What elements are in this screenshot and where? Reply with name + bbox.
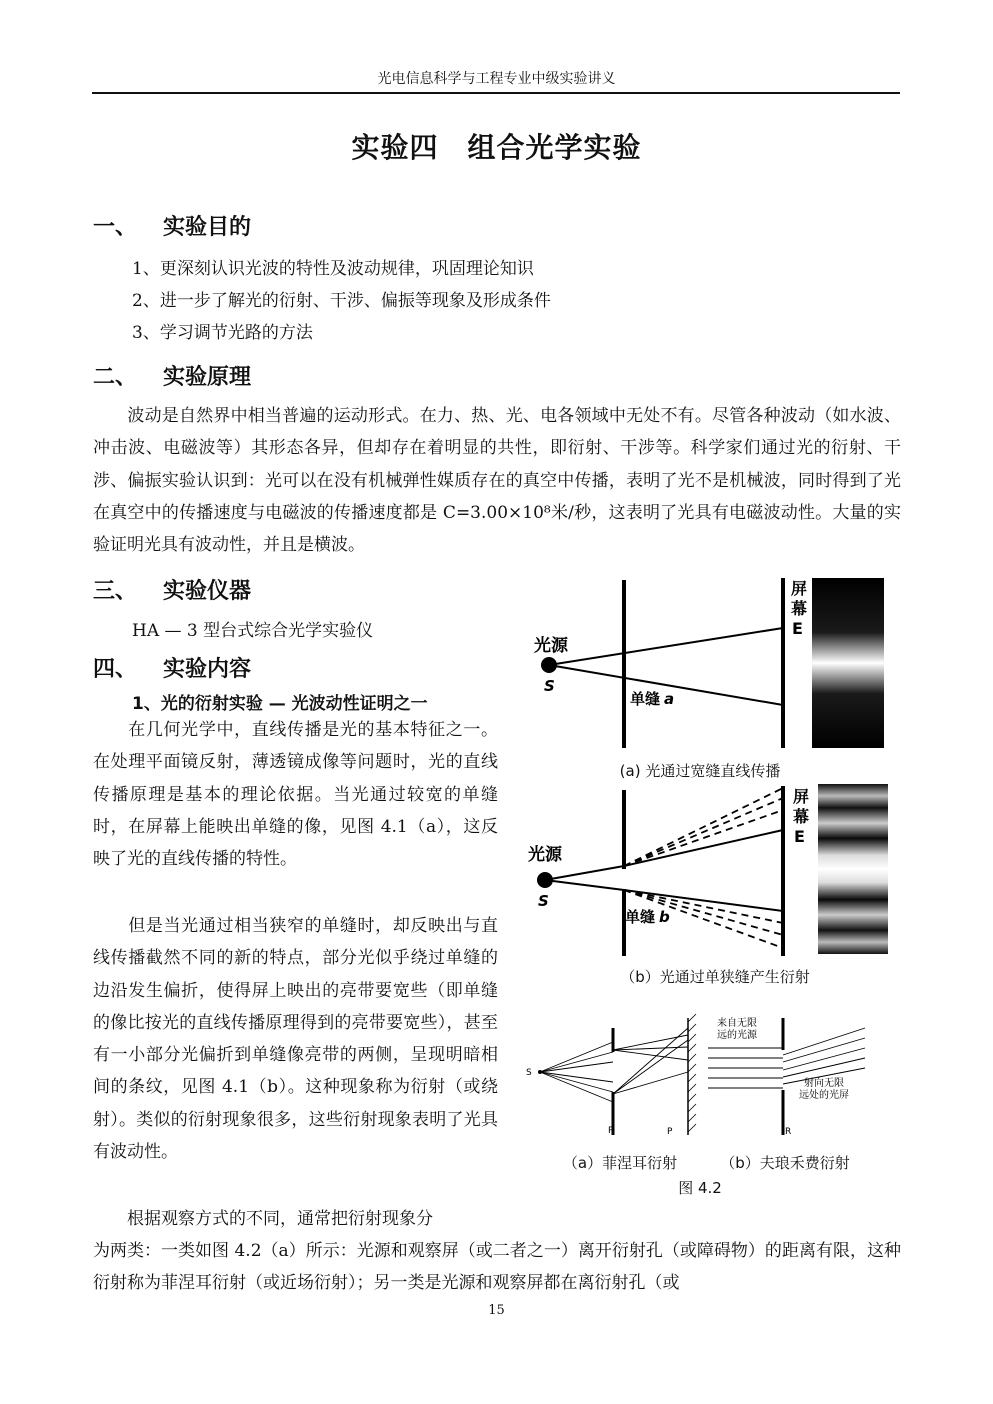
source-label: 光源 — [534, 636, 568, 656]
page-title: 实验四 组合光学实验 — [351, 131, 642, 164]
ray-to-slit — [545, 880, 624, 890]
subsection-heading: 1、光的衍射实验 — 光波动性证明之一 — [132, 694, 428, 714]
section-title: 实验仪器 — [163, 579, 252, 604]
section-heading-3 — [93, 574, 251, 605]
figure-caption: (a) 光通过宽缝直线传播 — [619, 762, 781, 780]
screen-label: E — [794, 827, 805, 846]
fresnel-diagram — [526, 1014, 696, 1137]
fresnel-s-label: S — [526, 1068, 532, 1078]
figure-4-2 — [520, 1010, 900, 1200]
section-number: 四、 — [93, 657, 138, 682]
section-number: 三、 — [93, 579, 138, 604]
s-label: S — [544, 677, 555, 695]
slit-var-label: a — [664, 690, 675, 708]
running-header: 光电信息科学与工程专业中级实验讲义 — [377, 71, 616, 87]
objective-item: 1、更深刻认识光波的特性及波动规律，巩固理论知识 — [132, 259, 534, 279]
ray-to-slit — [545, 866, 624, 880]
slit-var-label: b — [659, 908, 670, 926]
objective-item: 2、进一步了解光的衍射、干涉、偏振等现象及形成条件 — [132, 291, 551, 311]
figure-number: 图 4.2 — [678, 1179, 722, 1197]
from-infinity-label: 远的光源 — [717, 1030, 757, 1041]
diffraction-paragraph-3-rest: 为两类：一类如图 4.2（a）所示：光源和观察屏（或二者之一）离开衍射孔（或障碍物）的距离有限，这种衍射称为菲涅耳衍射（或近场衍射）；另一类是光源和观察屏都在离衍射孔（或 — [93, 1241, 901, 1294]
fraunhofer-diagram — [708, 1014, 865, 1137]
diffraction-paragraph-2: 但是当光通过相当狭窄的单缝时，却反映出与直线传播截然不同的新的特点，部分光似乎绕过单缝的边沿发生偏折，使得屏上映出的亮带要宽些（即单缝的像比按光的直线传播原理得到的亮带要宽些），甚至有一小部分光偏折到单缝像亮带的两侧，呈现明暗相间的条纹，见图 4.1（b）。这种现象称为衍射（或绕射）。类似的衍射现象很多，这些衍射现象表明了光具有波动性。 — [93, 916, 498, 1163]
section-heading-4 — [93, 652, 251, 683]
section-title: 实验目的 — [163, 215, 252, 240]
figure-4-1a — [520, 570, 900, 788]
screen-pattern-image — [818, 784, 888, 954]
s-label: S — [538, 892, 549, 910]
section-number: 一、 — [93, 215, 138, 240]
fraunhofer-r-label: R — [785, 1127, 792, 1137]
from-infinity-label: 来自无限 — [717, 1018, 757, 1029]
objective-item: 3、学习调节光路的方法 — [132, 323, 313, 343]
screen-label: E — [792, 619, 803, 638]
caption-a: （a）菲涅耳衍射 — [562, 1154, 678, 1172]
section-number: 二、 — [93, 365, 138, 390]
screen-label: 幕 — [791, 599, 808, 618]
ray-upper — [549, 628, 783, 665]
diffraction-paragraph-3-start: 根据观察方式的不同，通常把衍射现象分 — [93, 1209, 433, 1229]
to-infinity-label: 远处的光屏 — [799, 1090, 849, 1101]
screen-label: 屏 — [791, 579, 808, 598]
section-title: 实验原理 — [163, 365, 252, 390]
fresnel-p-label: P — [667, 1127, 673, 1137]
caption-b: （b）夫琅禾费衍射 — [720, 1154, 850, 1172]
section-heading-1 — [93, 210, 251, 241]
section-title: 实验内容 — [163, 657, 252, 682]
source-label: 光源 — [528, 845, 562, 865]
page-number: 15 — [488, 1303, 505, 1318]
screen-pattern-image — [812, 578, 884, 748]
to-infinity-label: 射向无限 — [804, 1078, 844, 1089]
header-rule — [92, 92, 900, 94]
slit-label: 单缝 — [630, 690, 661, 708]
screen-label: 屏 — [793, 787, 810, 806]
screen-label: 幕 — [793, 807, 810, 826]
diffraction-paragraph-1: 在几何光学中，直线传播是光的基本特征之一。在处理平面镜反射，薄透镜成像等问题时，光的直线传播原理是基本的理论依据。当光通过较宽的单缝时，在屏幕上能映出单缝的像，见图 4.1（a），这反映了光的直线传播的特性。 — [93, 720, 498, 870]
slit-label: 单缝 — [625, 908, 656, 926]
fresnel-r-label: R — [608, 1126, 615, 1136]
figure-4-1b — [520, 778, 900, 990]
ray-direct — [624, 830, 783, 866]
figure-caption: （b）光通过单狭缝产生衍射 — [620, 968, 810, 986]
section-heading-2 — [93, 360, 251, 391]
principle-paragraph: 波动是自然界中相当普遍的运动形式。在力、热、光、电各领域中无处不有。尽管各种波动（如水波、冲击波、电磁波等）其形态各异，但却存在着明显的共性，即衍射、干涉等。科学家们通过光的衍射、干涉、偏振实验认识到：光可以在没有机械弹性媒质存在的真空中传播，表明了光不是机械波，同时得到了光在真空中的传播速度与电磁波的传播速度都是 C=3.00×10⁸米/秒，这表明了光具有电磁波动性。大量的实验证明光具有波动性，并且是横波。 — [93, 406, 901, 556]
instrument-text: HA — 3 型台式综合光学实验仪 — [132, 621, 374, 641]
